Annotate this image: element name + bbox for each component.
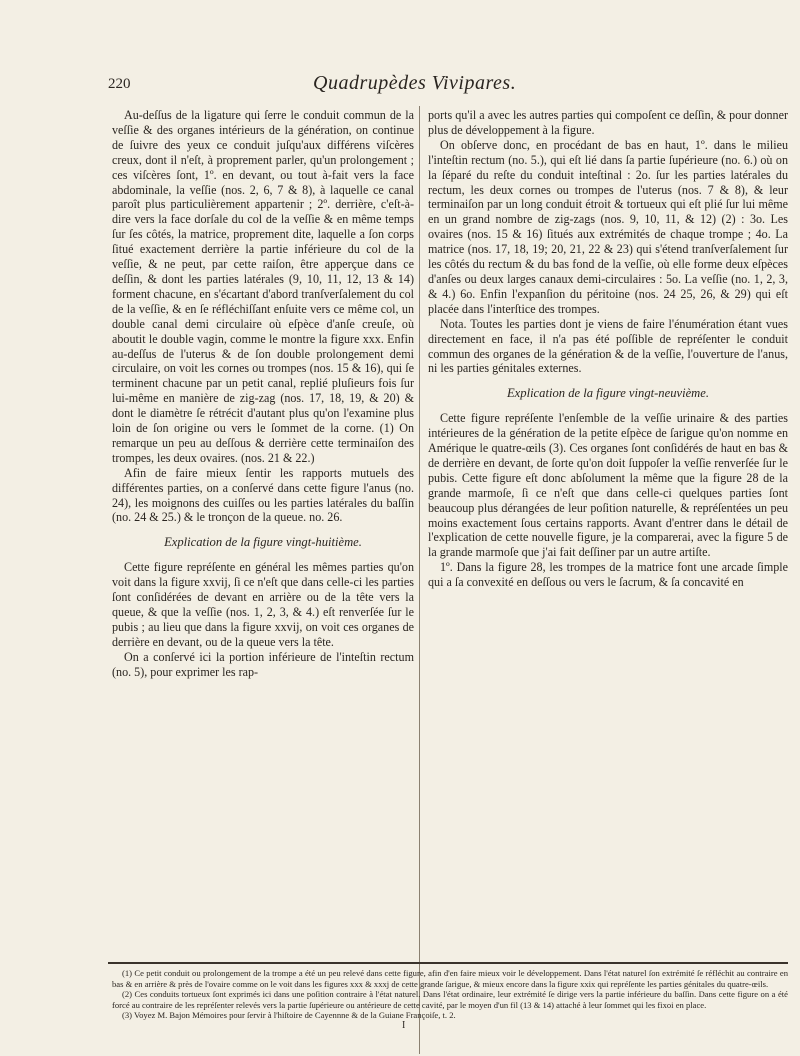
paragraph: ports qu'il a avec les autres parties qui compoſent ce deſſin, & pour donner plus de développement à la figure.: [428, 108, 788, 137]
paragraph: Cette figure repréſente l'enſemble de la veſſie urinaire & des parties intérieures de la génération de la petite eſpèce de ſarigue qu'on nomme en Amérique le quatre-œils (3). Ces organes ſont conſidérés de haut en bas & de derrière en devant, de ſorte qu'on doit ſuppoſer la veſſie renverſée ſur le pubis. Cette figure eſt donc abſolument la même que la figure 28 de la grande marmoſe, ſi ce n'eſt que dans celle-ci quelques parties ſont beaucoup plus dérangées de leur poſition naturelle, & repréſentées un peu moins exactement ſous certains rapports. Avant d'entrer dans le détail de l'explication de cette nouvelle figure, je la comparerai, avec la figure 5 de la grande marmoſe que j'ai fait deſſiner par un autre artiſte.: [428, 411, 788, 560]
footnote-divider: [108, 962, 788, 964]
section-heading: Explication de la figure vingt-huitième.: [164, 535, 362, 550]
paragraph: Cette figure repréſente en général les mêmes parties qu'on voit dans la figure xxvij, ſi ce n'eſt que dans celle-ci les parties ſont conſidérées de devant en arrière ou de la tête vers la queue, & que la veſſie (nos. 1, 2, 3, & 4.) eſt renverſée ſur le pubis ; au lieu que dans la figure xxvij, on voit ces organes de derrière en devant, ou de la queue vers la tête.: [112, 560, 414, 649]
column-divider: [419, 106, 420, 1054]
paragraph: 1º. Dans la figure 28, les trompes de la matrice font une arcade ſimple qui a ſa convexité en deſſous ou vers le ſacrum, & ſa concavité en: [428, 560, 788, 590]
paragraph: Au-deſſus de la ligature qui ſerre le conduit commun de la veſſie & des organes intérieurs de la génération, on continue de ſuivre des yeux ce conduit juſqu'aux différens viſcères creux, dont il n'eſt, à proprement parler, qu'un prolongement ; ces viſcères ſont, 1º. en devant, ou tout à-fait vers la face abdominale, la veſſie (nos. 2, 6, 7 & 8), à laquelle ce canal paroît plus particulièrement appartenir ; 2º. derrière, c'eſt-à-dire vers la face dorſale du col de la veſſie & en même temps ſur ſes côtés, la matrice, proprement dite, laquelle a ſon corps ſitué exactement derrière la partie inférieure du col de la veſſie, & ne peut, par cette raiſon, être apperçue dans ce deſſin, & dont les parties latérales (9, 10, 11, 12, 13 & 14) forment chacune, en s'écartant d'abord tranſverſalement du col de la veſſie, & en ſe réfléchiſſant enſuite vers ce même col, un double canal demi circulaire où eſpèce d'anſe creuſe, où aboutit le double vagin, comme le montre la figure xxx. Enfin au-deſſus de l'uterus & de ſon double prolongement demi circulaire, on voit les cornes ou trompes (nos. 15 & 16), qui ſe terminent chacune par un petit canal, replié pluſieurs fois ſur lui-même en manière de zig-zag (nos. 17, 18, 19, & 20) & dont le diamètre ſe rétrécit d'autant plus qu'on l'examine plus loin de ſon origine ou vers le ſommet de la corne. (1) On remarque un peu au deſſous & derrière cette terminaiſon des trompes, les deux ovaires. (nos. 21 & 22.): [112, 108, 414, 465]
paragraph: On a conſervé ici la portion inférieure de l'inteſtin rectum (no. 5), pour exprimer les rap-: [112, 649, 414, 679]
section-heading: Explication de la figure vingt-neuvième.: [506, 386, 710, 401]
right-column: [428, 108, 788, 590]
paragraph: Afin de faire mieux ſentir les rapports mutuels des différentes parties, on a conſervé dans cette figure l'anus (no. 24), les moignons des cuiſſes ou les parties latérales du baſſin (no. 24 & 25.) & le tronçon de la queue. no. 26.: [112, 465, 414, 525]
page-number: 220: [108, 76, 131, 92]
running-title: Quadrupèdes Vivipares.: [313, 72, 517, 94]
paragraph: On obſerve donc, en procédant de bas en haut, 1º. dans le milieu l'inteſtin rectum (no. 5.), qui eſt lié dans ſa partie ſupérieure (no. 6.) où on la ſéparé du reſte du conduit inteſtinal : 2o. ſur les parties latérales du rectum, les deux cornes ou trompes de l'uterus (nos. 7 & 8), & leur terminaiſon par un long conduit étroit & tortueux qui eſt plié ſur lui même en un grand nombre de zig-zags (nos. 9, 10, 11, & 12) (2) : 3o. Les ovaires (nos. 15 & 16) ſitués aux extrémités de chaque trompe ; 4o. La matrice (nos. 17, 18, 19; 20, 21, 22 & 23) qui s'étend tranſverſalement ſur les côtés du rectum & du bas fond de la veſſie, où elle forme deux eſpèces d'anſes ou deux larges canaux demi-circulaires : 5o. La veſſie (no. 1, 2, 3, & 4.) 6o. Enfin l'expanſion du péritoine (nos. 24 25, 26, & 29) qui eſt placée dans l'interſtice des trompes.: [428, 137, 788, 316]
footnote: (3) Voyez M. Bajon Mémoires pour ſervir à l'hiſtoire de Cayennne & de la Guiane Françoiſe, t. 2.: [122, 1010, 456, 1021]
footnote: (1) Ce petit conduit ou prolongement de la trompe a été un peu relevé dans cette figure, afin d'en faire mieux voir le développement. Dans l'état naturel ſon extrémité ſe réfléchit au contraire en bas & en arrière & près de l'ovaire comme on le voit dans les figures xxx & xxxj de cette grande ſarigue, & mieux encore dans la figure xxix qui repréſente les parties génitales du quatre-œils.: [112, 968, 788, 989]
page-header: [108, 72, 788, 98]
left-column: [112, 108, 414, 680]
footnote: (2) Ces conduits tortueux ſont exprimés ici dans une poſition contraire à l'état naturel. Dans l'état ordinaire, leur extrémité ſe dirige vers la partie inférieure du baſſin. Dans cette figure on a été forcé au contraire de les repréſenter relevés vers la partie ſupérieure ou antérieure de cette cavité, par le moyen d'un fil (13 & 14) attaché à leur ſommet qui les fixoi en place.: [112, 989, 788, 1010]
nota-paragraph: Nota. Toutes les parties dont je viens de faire l'énumération étant vues directement en face, il n'a pas été poſſible de repréſenter le conduit commun des organes de la génération & de la veſſie, l'ouverture de l'anus, ni les parties génitales externes.: [428, 316, 788, 376]
footnotes: [112, 968, 788, 1021]
signature-mark: I: [402, 1020, 406, 1031]
